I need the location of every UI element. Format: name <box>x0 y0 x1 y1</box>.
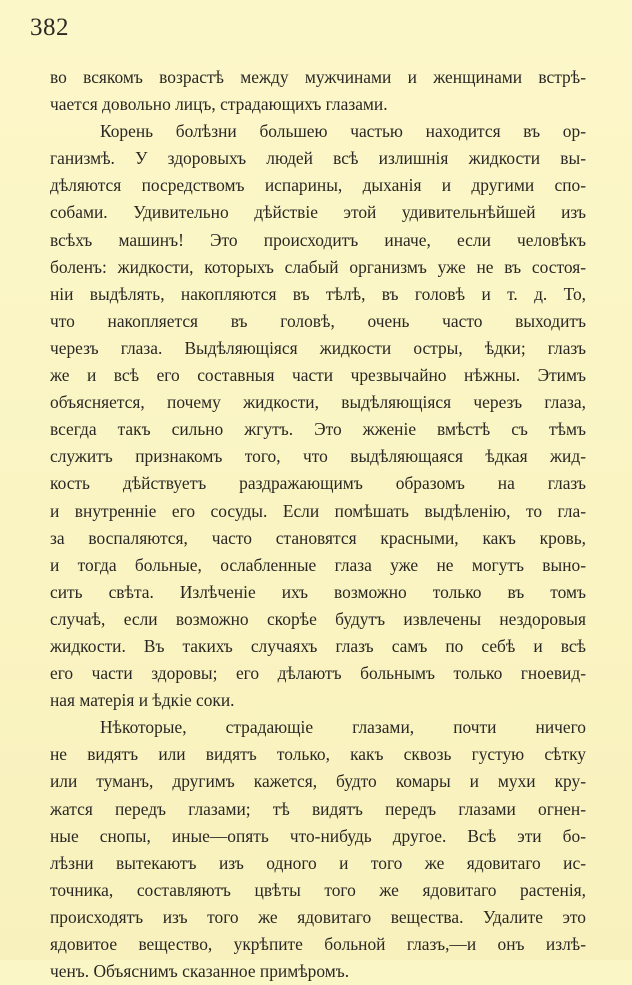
text-line: боленъ: жидкости, которыхъ слабый организмъ уже не въ состоя- <box>50 256 586 277</box>
text-line: сить свѣта. Излѣченіе ихъ возможно только въ томъ <box>50 581 586 602</box>
text-line: и внутренніе его сосуды. Если помѣшать выдѣленію, то гла- <box>50 500 586 521</box>
text-line: кость дѣйствуетъ раздражающимъ образомъ на глазъ <box>50 473 586 494</box>
text-line: ніи выдѣлять, накопляются въ тѣлѣ, въ головѣ и т. д. То, <box>50 283 586 304</box>
text-line: дѣляются посредствомъ испарины, дыханія и другими спо- <box>50 175 586 196</box>
text-line: ные снопы, иные—опять что-нибудь другое. Всѣ эти бо- <box>50 825 586 846</box>
text-line: жидкости. Въ такихъ случаяхъ глазъ самъ по себѣ и всѣ <box>50 635 586 656</box>
text-line: случаѣ, если возможно скорѣе будутъ извлечены нездоровыя <box>50 608 586 629</box>
text-line: происходятъ изъ того же ядовитаго вещества. Удалите это <box>50 906 586 927</box>
text-line: же и всѣ его составныя части чрезвычайно нѣжны. Этимъ <box>50 365 586 386</box>
text-line: собами. Удивительно дѣйствіе этой удивительнѣйшей изъ <box>50 202 586 223</box>
text-line: и тогда больные, ослабленные глаза уже не могутъ выно- <box>50 554 586 575</box>
text-line: Нѣкоторые, страдающіе глазами, почти ничего <box>100 717 586 738</box>
text-line: ядовитое вещество, укрѣпите больной глазъ,—и онъ излѣ- <box>50 934 586 954</box>
text-line: всѣхъ машинъ! Это происходитъ иначе, если человѣкъ <box>50 229 586 250</box>
text-line: точника, составляютъ цвѣты того же ядовитаго растенія, <box>50 879 586 900</box>
text-line: лѣзни вытекаютъ изъ одного и того же ядовитаго ис- <box>50 852 586 873</box>
text-line: что накопляется въ головѣ, очень часто выходитъ <box>50 310 586 331</box>
text-line: или туманъ, другимъ кажется, будто комары и мухи кру- <box>50 771 586 792</box>
text-line: его части здоровы; его дѣлаютъ больнымъ только гноевид- <box>50 663 586 684</box>
text-line: ная матерія и ѣдкіе соки. <box>50 690 235 711</box>
text-line: черезъ глаза. Выдѣляющіяся жидкости остры, ѣдки; глазъ <box>50 337 586 358</box>
text-line: за воспаляются, часто становятся красными, какъ кровь, <box>50 527 586 548</box>
text-line: Корень болѣзни большею частью находится въ ор- <box>100 121 586 142</box>
text-line: служитъ признакомъ того, что выдѣляющаяся ѣдкая жид- <box>50 446 586 467</box>
text-line: во всякомъ возрастѣ между мужчинами и женщинами встрѣ- <box>50 67 586 87</box>
page-number: 382 <box>30 14 69 41</box>
text-line: ченъ. Объяснимъ сказанное примѣромъ. <box>50 961 350 982</box>
text-line: чается довольно лицъ, страдающихъ глазами. <box>50 94 388 115</box>
text-line: ганизмѣ. У здоровыхъ людей всѣ излишнія жидкости вы- <box>50 148 586 169</box>
body-text <box>50 64 586 985</box>
text-line: объясняется, почему жидкости, выдѣляющіяся черезъ глаза, <box>50 392 586 413</box>
text-line: жатся передъ глазами; тѣ видятъ передъ глазами огнен- <box>50 798 586 819</box>
text-line: всегда такъ сильно жгутъ. Это жженіе вмѣстѣ съ тѣмъ <box>50 419 586 440</box>
text-line: не видятъ или видятъ только, какъ сквозь густую сѣтку <box>50 744 586 765</box>
